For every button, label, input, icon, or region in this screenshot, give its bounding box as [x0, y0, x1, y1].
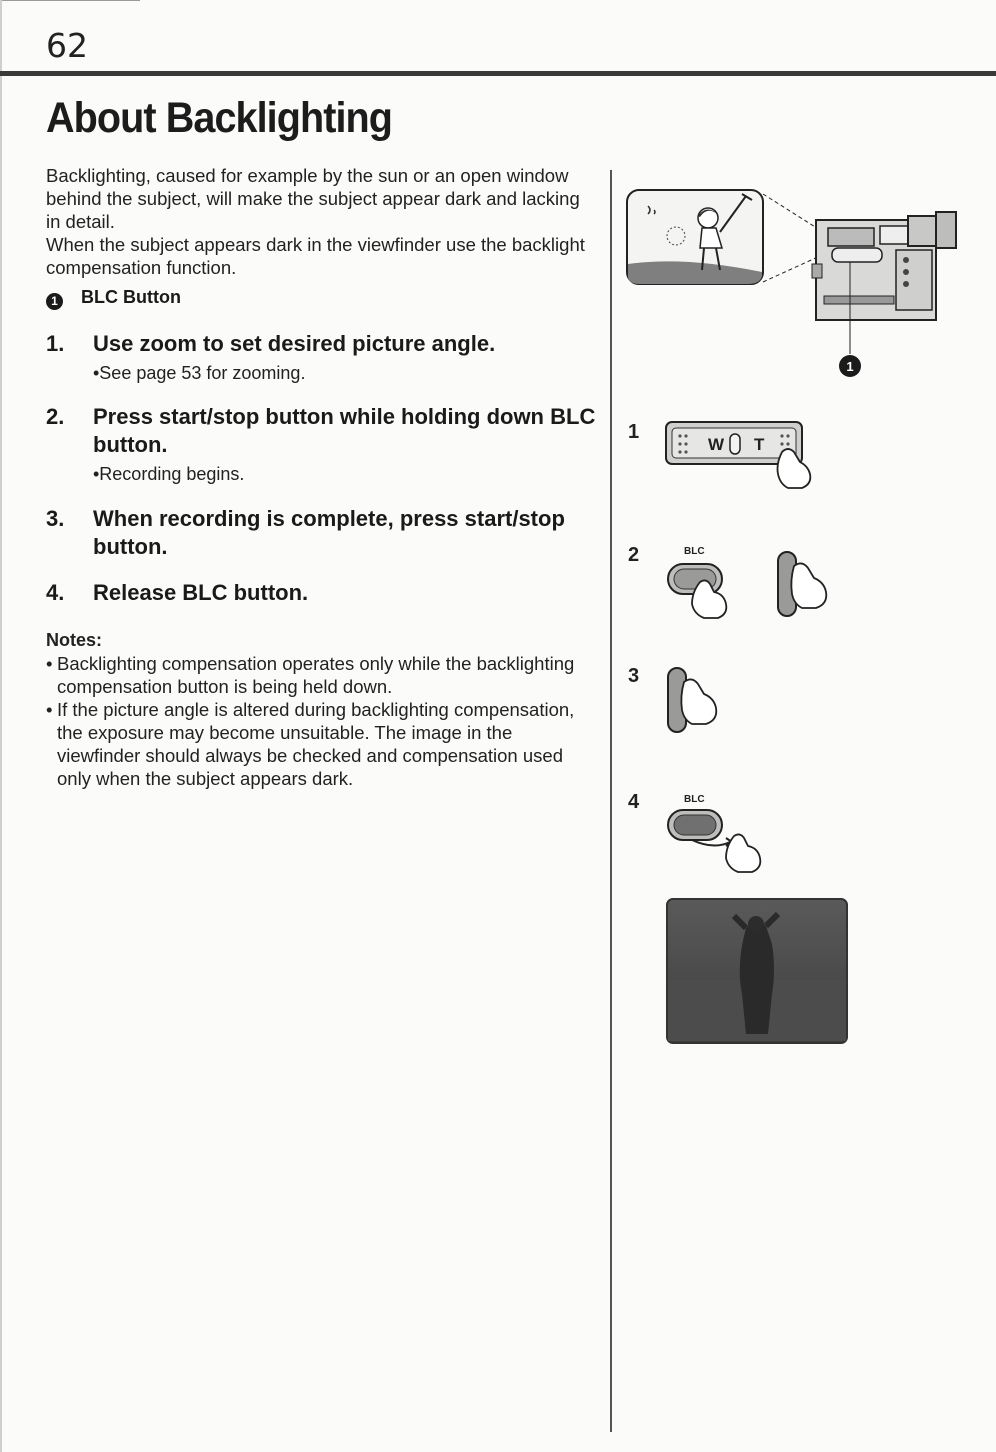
blc-release-illustration: [664, 806, 784, 874]
pressing-hand-icon: [681, 679, 716, 724]
step-heading: Press start/stop button while holding down BLC button.: [93, 404, 596, 457]
note-item: • If the picture angle is altered during backlighting compensation, the exposure may become unsuitable. The image in the viewfinder should always be checked and compensation used only when the subject appears dark.: [46, 698, 591, 790]
golfer-head: [698, 208, 718, 228]
start-stop-press-illustration: [774, 548, 834, 620]
camera-backlight-illustration: [624, 186, 964, 386]
blc-label: BLC: [684, 546, 705, 557]
step-1: [46, 330, 606, 384]
page-title: About Backlighting: [46, 94, 393, 142]
callout-label: BLC Button: [81, 287, 181, 307]
zoom-lever-illustration: [664, 420, 824, 492]
page-number: 62: [46, 26, 88, 65]
intro-text: [46, 164, 591, 279]
page-edge: [0, 0, 2, 1452]
blc-label: BLC: [684, 794, 705, 805]
top-short-rule: [0, 0, 140, 1]
released-hand-icon: [726, 834, 760, 872]
step-4: [46, 579, 606, 607]
header-rule: [0, 71, 996, 76]
pressing-hand-icon: [778, 449, 811, 488]
step-number: 3.: [46, 506, 65, 531]
dashed-pointer-upper: [763, 194, 820, 230]
callout-marker-text: 1: [846, 359, 854, 374]
callout-marker: 1: [46, 293, 63, 310]
notes-title: Notes:: [46, 630, 103, 650]
pressing-hand-icon: [791, 563, 826, 608]
golfer-silhouette: [740, 923, 774, 1034]
step-number: 1.: [46, 331, 65, 356]
blc-button-callout: [46, 286, 181, 310]
figure-number: 1: [628, 421, 640, 443]
start-stop-release-illustration: [664, 664, 724, 736]
figure-number: 3: [628, 665, 640, 687]
dashed-pointer-lower: [763, 256, 820, 282]
notes-list: [46, 652, 591, 790]
step-heading: When recording is complete, press start/stop button.: [93, 506, 565, 559]
intro-paragraph-1: Backlighting, caused for example by the sun or an open window behind the subject, will make the subject appear dark and lacking in detail.: [46, 165, 580, 232]
step-heading: Use zoom to set desired picture angle.: [93, 331, 496, 356]
notes-section: [46, 629, 591, 790]
step-note: •See page 53 for zooming.: [93, 363, 306, 383]
step-heading: Release BLC button.: [93, 580, 309, 605]
figure-number: 4: [628, 791, 640, 813]
blc-press-illustration: [664, 558, 744, 622]
step-number: 4.: [46, 580, 65, 605]
step-number: 2.: [46, 404, 65, 429]
zoom-wide-label: W: [708, 435, 725, 454]
step-2: [46, 403, 606, 485]
column-divider: [610, 170, 612, 1432]
camera-body: [812, 212, 956, 320]
zoom-tele-label: T: [754, 435, 765, 454]
note-item: • Backlighting compensation operates only while the backlighting compensation button is being held down.: [46, 652, 591, 698]
viewfinder-photo: [666, 898, 848, 1044]
figure-number: 2: [628, 544, 640, 566]
intro-paragraph-2: When the subject appears dark in the viewfinder use the backlight compensation function.: [46, 234, 585, 278]
zoom-center-knob: [730, 434, 740, 454]
step-note: •Recording begins.: [93, 464, 245, 484]
step-3: [46, 505, 606, 561]
